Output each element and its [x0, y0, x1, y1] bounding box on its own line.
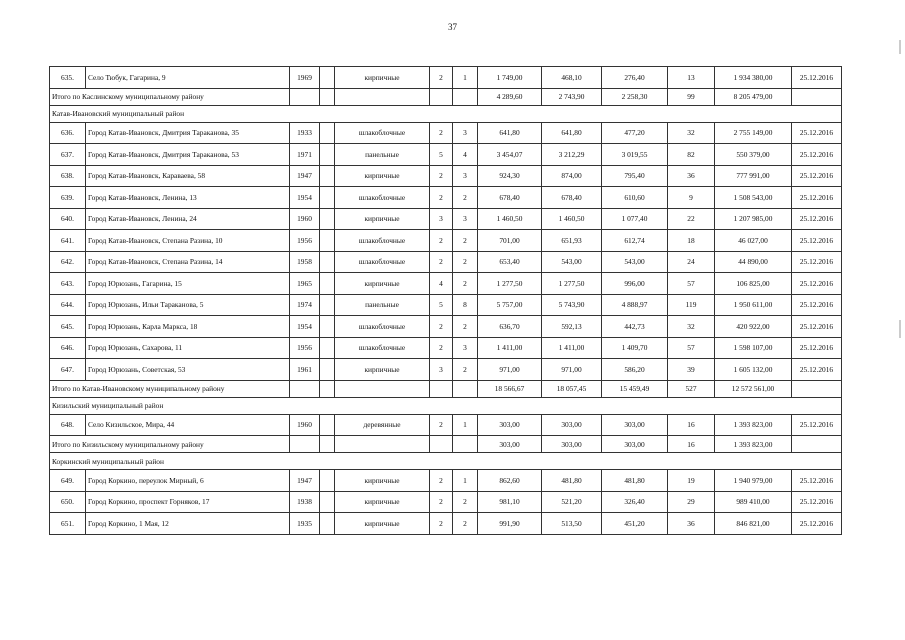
blank-cell-cell: [320, 470, 335, 492]
residents-cell: 32: [668, 122, 715, 144]
entrances-cell: 1: [453, 67, 478, 89]
total-area-cell: 641,80: [478, 122, 542, 144]
table-row: [50, 513, 842, 535]
total-area-cell: 5 757,00: [478, 294, 542, 316]
floors-cell: [430, 88, 453, 105]
wall-material-cell: кирпичные: [335, 165, 430, 187]
scan-edge-mark: [899, 320, 901, 338]
residents-cell: 13: [668, 67, 715, 89]
section-row: [50, 105, 842, 122]
total-label: Итого по Каслинскому муниципальному району: [50, 88, 290, 105]
repair-cost-cell: 1 605 132,00: [715, 359, 792, 381]
residents-cell: 32: [668, 316, 715, 338]
repair-date-cell: 25.12.2016: [792, 359, 842, 381]
table-row: [50, 187, 842, 209]
floors-cell: 2: [430, 122, 453, 144]
residential-area-cell: 468,10: [542, 67, 602, 89]
repair-cost-cell: 8 205 479,00: [715, 88, 792, 105]
residents-cell: 57: [668, 337, 715, 359]
entrances-cell: 2: [453, 251, 478, 273]
address-cell: Село Кизильское, Мира, 44: [86, 414, 290, 436]
residents-cell: 29: [668, 491, 715, 513]
private-area-cell: 543,00: [602, 251, 668, 273]
total-label: Итого по Катав-Ивановскому муниципальному району: [50, 380, 290, 397]
repair-date-cell: 25.12.2016: [792, 187, 842, 209]
row-number-cell: 637.: [50, 144, 86, 166]
private-area-cell: 610,60: [602, 187, 668, 209]
wall-material-cell: шлакоблочные: [335, 122, 430, 144]
wall-material-cell: шлакоблочные: [335, 337, 430, 359]
repair-cost-cell: 1 393 823,00: [715, 436, 792, 453]
repair-cost-cell: 1 207 985,00: [715, 208, 792, 230]
address-cell: Город Катав-Ивановск, Дмитрия Тараканова, 53: [86, 144, 290, 166]
total-area-cell: 971,00: [478, 359, 542, 381]
table-row: [50, 273, 842, 295]
total-area-cell: 18 566,67: [478, 380, 542, 397]
total-row: [50, 88, 842, 105]
table-row: [50, 165, 842, 187]
row-number-cell: 644.: [50, 294, 86, 316]
residents-cell: 119: [668, 294, 715, 316]
repair-date-cell: 25.12.2016: [792, 122, 842, 144]
repair-cost-cell: 846 821,00: [715, 513, 792, 535]
floors-cell: 2: [430, 230, 453, 252]
blank-cell-cell: [320, 122, 335, 144]
row-number-cell: 636.: [50, 122, 86, 144]
repair-date-cell: [792, 380, 842, 397]
year-built-cell: 1961: [290, 359, 320, 381]
private-area-cell: 276,40: [602, 67, 668, 89]
year-built-cell: 1947: [290, 470, 320, 492]
row-number-cell: 646.: [50, 337, 86, 359]
private-area-cell: 477,20: [602, 122, 668, 144]
table-row: [50, 294, 842, 316]
residential-area-cell: 641,80: [542, 122, 602, 144]
entrances-cell: 2: [453, 230, 478, 252]
address-cell: Город Коркино, проспект Горняков, 17: [86, 491, 290, 513]
private-area-cell: 795,40: [602, 165, 668, 187]
floors-cell: 2: [430, 251, 453, 273]
entrances-cell: 3: [453, 208, 478, 230]
address-cell: Город Катав-Ивановск, Дмитрия Тараканова, 35: [86, 122, 290, 144]
repair-cost-cell: 44 890,00: [715, 251, 792, 273]
address-cell: Город Коркино, 1 Мая, 12: [86, 513, 290, 535]
wall-material-cell: панельные: [335, 294, 430, 316]
address-cell: Город Катав-Ивановск, Степана Разина, 10: [86, 230, 290, 252]
repair-cost-cell: 777 991,00: [715, 165, 792, 187]
wall-material-cell: шлакоблочные: [335, 316, 430, 338]
residents-cell: 24: [668, 251, 715, 273]
residents-cell: 16: [668, 414, 715, 436]
entrances-cell: 3: [453, 165, 478, 187]
residential-area-cell: 971,00: [542, 359, 602, 381]
wall-material-cell: шлакоблочные: [335, 230, 430, 252]
total-area-cell: 991,90: [478, 513, 542, 535]
repair-date-cell: 25.12.2016: [792, 144, 842, 166]
private-area-cell: 303,00: [602, 414, 668, 436]
private-area-cell: 15 459,49: [602, 380, 668, 397]
table-row: [50, 337, 842, 359]
row-number-cell: 640.: [50, 208, 86, 230]
blank-cell-cell: [320, 165, 335, 187]
year-built-cell: 1960: [290, 414, 320, 436]
year-built-cell: 1933: [290, 122, 320, 144]
repair-date-cell: 25.12.2016: [792, 414, 842, 436]
blank-cell-cell: [320, 273, 335, 295]
district-section-label: Коркинский муниципальный район: [50, 453, 842, 470]
blank-cell-cell: [320, 359, 335, 381]
year-built-cell: 1974: [290, 294, 320, 316]
row-number-cell: 650.: [50, 491, 86, 513]
repair-date-cell: 25.12.2016: [792, 470, 842, 492]
residential-area-cell: 651,93: [542, 230, 602, 252]
repair-cost-cell: 1 950 611,00: [715, 294, 792, 316]
table-row: [50, 470, 842, 492]
private-area-cell: 586,20: [602, 359, 668, 381]
wall-material-cell: кирпичные: [335, 67, 430, 89]
wall-material-cell: кирпичные: [335, 359, 430, 381]
wall-material-cell: кирпичные: [335, 208, 430, 230]
total-area-cell: 981,10: [478, 491, 542, 513]
entrances-cell: 1: [453, 414, 478, 436]
total-area-cell: 678,40: [478, 187, 542, 209]
year-built-cell: 1956: [290, 230, 320, 252]
repair-date-cell: 25.12.2016: [792, 273, 842, 295]
private-area-cell: 303,00: [602, 436, 668, 453]
residents-cell: 82: [668, 144, 715, 166]
table-row: [50, 414, 842, 436]
total-row: [50, 380, 842, 397]
total-row: [50, 436, 842, 453]
residential-area-cell: 592,13: [542, 316, 602, 338]
residential-area-cell: 18 057,45: [542, 380, 602, 397]
total-area-cell: 303,00: [478, 436, 542, 453]
private-area-cell: 481,80: [602, 470, 668, 492]
table-row: [50, 251, 842, 273]
total-area-cell: 303,00: [478, 414, 542, 436]
residential-area-cell: 303,00: [542, 414, 602, 436]
entrances-cell: 8: [453, 294, 478, 316]
residents-cell: 527: [668, 380, 715, 397]
wall-material-cell: кирпичные: [335, 513, 430, 535]
year-built-cell: [290, 436, 320, 453]
residential-area-cell: 678,40: [542, 187, 602, 209]
blank-cell-cell: [320, 316, 335, 338]
year-built-cell: 1971: [290, 144, 320, 166]
residents-cell: 99: [668, 88, 715, 105]
repair-date-cell: 25.12.2016: [792, 67, 842, 89]
total-label: Итого по Кизильскому муниципальному району: [50, 436, 290, 453]
repair-cost-cell: 1 934 380,00: [715, 67, 792, 89]
address-cell: Город Катав-Ивановск, Караваева, 58: [86, 165, 290, 187]
entrances-cell: 2: [453, 359, 478, 381]
repair-cost-cell: 1 508 543,00: [715, 187, 792, 209]
floors-cell: 2: [430, 67, 453, 89]
repair-date-cell: 25.12.2016: [792, 165, 842, 187]
wall-material-cell: кирпичные: [335, 273, 430, 295]
year-built-cell: [290, 380, 320, 397]
housing-register-table: [49, 66, 842, 535]
entrances-cell: [453, 436, 478, 453]
total-area-cell: 701,00: [478, 230, 542, 252]
blank-cell-cell: [320, 187, 335, 209]
repair-cost-cell: 1 940 979,00: [715, 470, 792, 492]
private-area-cell: 612,74: [602, 230, 668, 252]
entrances-cell: 3: [453, 122, 478, 144]
wall-material-cell: шлакоблочные: [335, 251, 430, 273]
private-area-cell: 3 019,55: [602, 144, 668, 166]
row-number-cell: 639.: [50, 187, 86, 209]
blank-cell-cell: [320, 491, 335, 513]
row-number-cell: 648.: [50, 414, 86, 436]
residential-area-cell: 1 411,00: [542, 337, 602, 359]
entrances-cell: [453, 88, 478, 105]
table-row: [50, 359, 842, 381]
row-number-cell: 635.: [50, 67, 86, 89]
row-number-cell: 645.: [50, 316, 86, 338]
blank-cell-cell: [320, 208, 335, 230]
entrances-cell: 2: [453, 316, 478, 338]
address-cell: Город Юрюзань, Сахарова, 11: [86, 337, 290, 359]
floors-cell: 2: [430, 316, 453, 338]
repair-date-cell: 25.12.2016: [792, 513, 842, 535]
row-number-cell: 641.: [50, 230, 86, 252]
repair-cost-cell: 989 410,00: [715, 491, 792, 513]
table-row: [50, 122, 842, 144]
repair-date-cell: 25.12.2016: [792, 491, 842, 513]
repair-date-cell: [792, 436, 842, 453]
wall-material-cell: [335, 380, 430, 397]
table-row: [50, 491, 842, 513]
page-number: 37: [448, 22, 457, 32]
address-cell: Город Юрюзань, Советская, 53: [86, 359, 290, 381]
private-area-cell: 1 409,70: [602, 337, 668, 359]
total-area-cell: 4 289,60: [478, 88, 542, 105]
floors-cell: [430, 436, 453, 453]
year-built-cell: 1954: [290, 316, 320, 338]
residential-area-cell: 1 460,50: [542, 208, 602, 230]
private-area-cell: 996,00: [602, 273, 668, 295]
year-built-cell: 1956: [290, 337, 320, 359]
repair-cost-cell: 420 922,00: [715, 316, 792, 338]
year-built-cell: [290, 88, 320, 105]
total-area-cell: 1 749,00: [478, 67, 542, 89]
entrances-cell: [453, 380, 478, 397]
wall-material-cell: [335, 436, 430, 453]
repair-date-cell: 25.12.2016: [792, 316, 842, 338]
residential-area-cell: 3 212,29: [542, 144, 602, 166]
repair-date-cell: 25.12.2016: [792, 230, 842, 252]
entrances-cell: 2: [453, 187, 478, 209]
floors-cell: 2: [430, 187, 453, 209]
row-number-cell: 638.: [50, 165, 86, 187]
residential-area-cell: 521,20: [542, 491, 602, 513]
repair-cost-cell: 106 825,00: [715, 273, 792, 295]
residential-area-cell: 303,00: [542, 436, 602, 453]
address-cell: Город Юрюзань, Ильи Тараканова, 5: [86, 294, 290, 316]
total-area-cell: 636,70: [478, 316, 542, 338]
floors-cell: [430, 380, 453, 397]
total-area-cell: 1 460,50: [478, 208, 542, 230]
blank-cell-cell: [320, 88, 335, 105]
floors-cell: 4: [430, 273, 453, 295]
year-built-cell: 1958: [290, 251, 320, 273]
wall-material-cell: деревянные: [335, 414, 430, 436]
repair-cost-cell: 46 027,00: [715, 230, 792, 252]
blank-cell-cell: [320, 436, 335, 453]
year-built-cell: 1965: [290, 273, 320, 295]
scan-edge-mark: [899, 40, 901, 54]
private-area-cell: 2 258,30: [602, 88, 668, 105]
private-area-cell: 326,40: [602, 491, 668, 513]
residents-cell: 57: [668, 273, 715, 295]
row-number-cell: 651.: [50, 513, 86, 535]
row-number-cell: 642.: [50, 251, 86, 273]
address-cell: Город Катав-Ивановск, Ленина, 13: [86, 187, 290, 209]
residential-area-cell: 1 277,50: [542, 273, 602, 295]
blank-cell-cell: [320, 230, 335, 252]
table-body: [50, 67, 842, 535]
residential-area-cell: 513,50: [542, 513, 602, 535]
year-built-cell: 1960: [290, 208, 320, 230]
address-cell: Село Тюбук, Гагарина, 9: [86, 67, 290, 89]
district-section-label: Кизильский муниципальный район: [50, 397, 842, 414]
residential-area-cell: 543,00: [542, 251, 602, 273]
residents-cell: 9: [668, 187, 715, 209]
year-built-cell: 1947: [290, 165, 320, 187]
repair-cost-cell: 2 755 149,00: [715, 122, 792, 144]
repair-date-cell: 25.12.2016: [792, 337, 842, 359]
repair-date-cell: 25.12.2016: [792, 251, 842, 273]
entrances-cell: 2: [453, 491, 478, 513]
table-row: [50, 316, 842, 338]
floors-cell: 2: [430, 414, 453, 436]
repair-cost-cell: 1 598 107,00: [715, 337, 792, 359]
address-cell: Город Катав-Ивановск, Ленина, 24: [86, 208, 290, 230]
total-area-cell: 1 277,50: [478, 273, 542, 295]
year-built-cell: 1954: [290, 187, 320, 209]
total-area-cell: 862,60: [478, 470, 542, 492]
total-area-cell: 924,30: [478, 165, 542, 187]
table-row: [50, 144, 842, 166]
table-row: [50, 230, 842, 252]
entrances-cell: 3: [453, 337, 478, 359]
residents-cell: 36: [668, 513, 715, 535]
address-cell: Город Катав-Ивановск, Степана Разина, 14: [86, 251, 290, 273]
floors-cell: 2: [430, 513, 453, 535]
year-built-cell: 1969: [290, 67, 320, 89]
section-row: [50, 397, 842, 414]
private-area-cell: 451,20: [602, 513, 668, 535]
residents-cell: 18: [668, 230, 715, 252]
blank-cell-cell: [320, 294, 335, 316]
private-area-cell: 4 888,97: [602, 294, 668, 316]
wall-material-cell: [335, 88, 430, 105]
blank-cell-cell: [320, 513, 335, 535]
year-built-cell: 1935: [290, 513, 320, 535]
wall-material-cell: кирпичные: [335, 491, 430, 513]
wall-material-cell: кирпичные: [335, 470, 430, 492]
row-number-cell: 649.: [50, 470, 86, 492]
repair-date-cell: 25.12.2016: [792, 294, 842, 316]
residents-cell: 36: [668, 165, 715, 187]
total-area-cell: 3 454,07: [478, 144, 542, 166]
repair-date-cell: 25.12.2016: [792, 208, 842, 230]
residential-area-cell: 2 743,90: [542, 88, 602, 105]
total-area-cell: 1 411,00: [478, 337, 542, 359]
table-row: [50, 67, 842, 89]
repair-cost-cell: 1 393 823,00: [715, 414, 792, 436]
blank-cell-cell: [320, 144, 335, 166]
floors-cell: 2: [430, 470, 453, 492]
entrances-cell: 4: [453, 144, 478, 166]
district-section-label: Катав-Ивановский муниципальный район: [50, 105, 842, 122]
residents-cell: 16: [668, 436, 715, 453]
floors-cell: 2: [430, 165, 453, 187]
residents-cell: 19: [668, 470, 715, 492]
residential-area-cell: 5 743,90: [542, 294, 602, 316]
blank-cell-cell: [320, 414, 335, 436]
private-area-cell: 442,73: [602, 316, 668, 338]
row-number-cell: 647.: [50, 359, 86, 381]
residents-cell: 22: [668, 208, 715, 230]
section-row: [50, 453, 842, 470]
floors-cell: 2: [430, 491, 453, 513]
residential-area-cell: 874,00: [542, 165, 602, 187]
floors-cell: 5: [430, 144, 453, 166]
address-cell: Город Юрюзань, Гагарина, 15: [86, 273, 290, 295]
floors-cell: 2: [430, 337, 453, 359]
repair-cost-cell: 12 572 561,00: [715, 380, 792, 397]
address-cell: Город Юрюзань, Карла Маркса, 18: [86, 316, 290, 338]
wall-material-cell: шлакоблочные: [335, 187, 430, 209]
residents-cell: 39: [668, 359, 715, 381]
private-area-cell: 1 077,40: [602, 208, 668, 230]
repair-date-cell: [792, 88, 842, 105]
blank-cell-cell: [320, 251, 335, 273]
row-number-cell: 643.: [50, 273, 86, 295]
entrances-cell: 1: [453, 470, 478, 492]
floors-cell: 3: [430, 359, 453, 381]
address-cell: Город Коркино, переулок Мирный, 6: [86, 470, 290, 492]
blank-cell-cell: [320, 67, 335, 89]
entrances-cell: 2: [453, 273, 478, 295]
table-row: [50, 208, 842, 230]
wall-material-cell: панельные: [335, 144, 430, 166]
entrances-cell: 2: [453, 513, 478, 535]
repair-cost-cell: 550 379,00: [715, 144, 792, 166]
floors-cell: 3: [430, 208, 453, 230]
total-area-cell: 653,40: [478, 251, 542, 273]
blank-cell-cell: [320, 337, 335, 359]
residential-area-cell: 481,80: [542, 470, 602, 492]
floors-cell: 5: [430, 294, 453, 316]
year-built-cell: 1938: [290, 491, 320, 513]
blank-cell-cell: [320, 380, 335, 397]
